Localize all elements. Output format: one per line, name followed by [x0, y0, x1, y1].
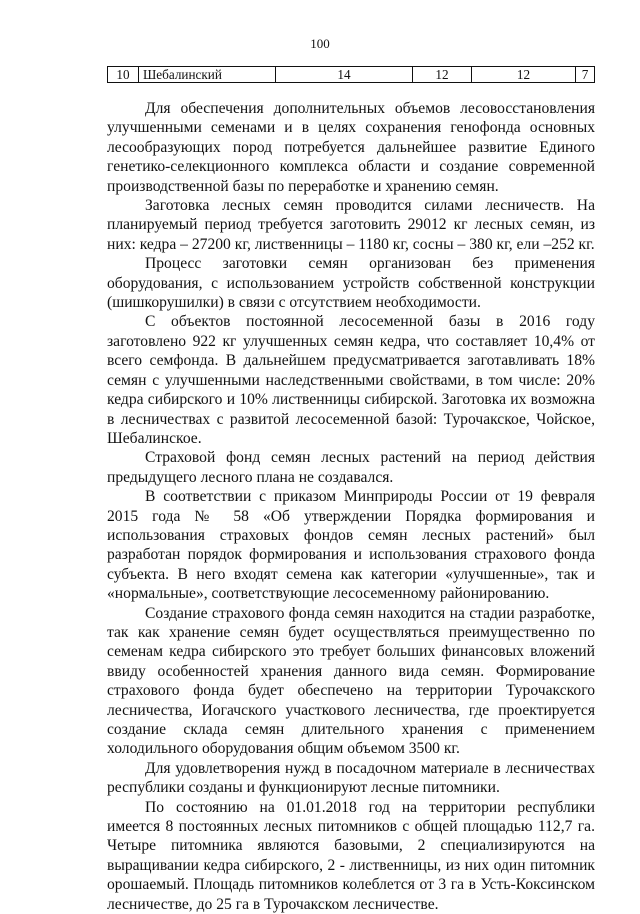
table-cell-value: 12 [472, 67, 576, 83]
table-cell-value: 14 [276, 67, 413, 83]
document-body [107, 99, 595, 914]
table-cell-number: 10 [108, 67, 139, 83]
paragraph: Для удовлетворения нужд в посадочном материале в лесничествах республики созданы и функционируют лесные питомники. [107, 759, 595, 797]
data-table [107, 66, 595, 83]
page-number: 100 [310, 36, 330, 51]
paragraph: В соответствии с приказом Минприроды России от 19 февраля 2015 года № 58 «Об утверждении Порядка формирования и использования страховых фондов семян лесных растений» был разработан порядок формирования и использования страхового фонда субъекта. В него входят семена как категории «улучшенные», так и «нормальные», соответствующие лесосеменному районированию. [107, 488, 595, 603]
table-cell-value: 7 [576, 67, 595, 83]
paragraph: Заготовка лесных семян проводится силами лесничеств. На планируемый период требуется заготовить 29012 кг лесных семян, из них: кедра – 27200 кг, лиственницы – 1180 кг, сосны – 380 кг, ели –252 кг. [107, 197, 595, 253]
paragraph: Создание страхового фонда семян находится на стадии разработке, так как хранение семян будет осуществляться преимущественно по семенам кедра сибирского это требует больших финансовых вложений ввиду особенностей хранения данного вида семян. Формирование страхового фонда будет обеспечено на территории Турочакского лесничества, Иогачского участкового лесничества, где проектируется создание склада семян длительного хранения с применением холодильного оборудования общим объемом 3500 кг. [107, 604, 595, 758]
table-cell-name: Шебалинский [139, 67, 276, 83]
paragraph: По состоянию на 01.01.2018 год на территории республики имеется 8 постоянных лесных питомников с общей площадью 112,7 га. Четыре питомника являются базовыми, 2 специализируются на выращивании кедра сибирского, 2 - лиственницы, из них один питомник орошаемый. Площадь питомников колеблется от 3 га в Усть-Коксинском лесничестве, до 25 га в Турочакском лесничестве. [107, 798, 595, 913]
table-cell-value: 12 [413, 67, 472, 83]
paragraph: Процесс заготовки семян организован без применения оборудования, с использованием устройств собственной конструкции (шишкорушилки) в связи с отсутствием необходимости. [107, 255, 595, 312]
paragraph: Для обеспечения дополнительных объемов лесовосстановления улучшенными семенами и в целях сохранения генофонда основных лесообразующих пород потребуется дальнейшее развитие Единого генетико-селекционного комплекса области и создание современной производственной базы по переработке и хранению семян. [107, 100, 595, 195]
paragraph: С объектов постоянной лесосеменной базы в 2016 году заготовлено 922 кг улучшенных семян кедра, что составляет 10,4% от всего семфонда. В дальнейшем предусматривается заготавливать 18% семян с улучшенными наследственными свойствами, в том числе: 20% кедра сибирского и 10% лиственницы сибирской. Заготовка их возможна в лесничествах с развитой лесосеменной базой: Турочакское, Чойское, Шебалинское. [107, 313, 595, 447]
table-row [108, 67, 595, 83]
paragraph: Страховой фонд семян лесных растений на период действия предыдущего лесного плана не создавался. [107, 449, 595, 486]
